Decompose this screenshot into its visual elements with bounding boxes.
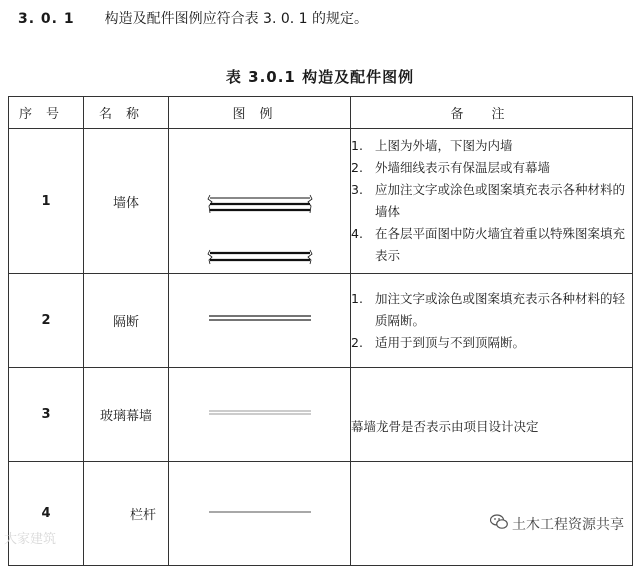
table-row (9, 274, 633, 368)
row-notes (351, 129, 633, 274)
source-name: 土木工程资源共享 (512, 517, 624, 533)
partition-symbol-graphic (169, 299, 351, 339)
row-seq: 3 (9, 368, 84, 462)
watermark: 大家建筑 (4, 532, 57, 547)
note-item: 2. 适用于到顶与不到顶隔断。 (351, 334, 526, 350)
row-seq: 2 (9, 274, 84, 368)
wechat-icon (490, 514, 508, 534)
row-name: 墙体 (84, 129, 169, 274)
row-name: 隔断 (84, 274, 169, 368)
table-row (9, 129, 633, 274)
partition-symbol (169, 274, 351, 368)
header-name: 名称 (84, 97, 169, 129)
legend-table (8, 96, 633, 566)
note-item: 2. 外墙细线表示有保温层或有幕墙 (351, 160, 551, 175)
source-mark (490, 514, 624, 534)
railing-symbol-graphic (169, 492, 351, 532)
note-text: 幕墙龙骨是否表示由项目设计决定 (351, 418, 539, 434)
note-item: 3. 应加注文字或涂色或图案填充表示各种材料的墙体 (351, 182, 626, 219)
table-caption: 表 3.0.1 构造及配件图例 (225, 68, 415, 86)
note-item: 4. 在各层平面图中防火墙宜着重以特殊图案填充表示 (351, 226, 626, 263)
header-notes: 备注 (351, 97, 633, 129)
note-item: 1. 上图为外墙，下图为内墙 (351, 138, 513, 153)
row-name: 栏杆 (84, 462, 169, 566)
row-notes (351, 368, 633, 462)
wall-symbol (169, 129, 351, 274)
wall-symbol-graphic (169, 129, 351, 269)
header-figure: 图例 (169, 97, 351, 129)
row-name: 玻璃幕墙 (84, 368, 169, 462)
railing-symbol (169, 462, 351, 566)
row-notes (351, 274, 633, 368)
clause-text: 构造及配件图例应符合表 3. 0. 1 的规定。 (104, 11, 369, 27)
note-item: 1. 加注文字或涂色或图案填充表示各种材料的轻质隔断。 (351, 290, 626, 328)
row-seq: 1 (9, 129, 84, 274)
glass-curtain-wall-symbol (169, 368, 351, 462)
header-seq: 序号 (9, 97, 84, 129)
clause-line (18, 8, 368, 28)
clause-number: 3. 0. 1 (18, 11, 75, 27)
table-header-row (9, 97, 633, 129)
glass-curtain-wall-graphic (169, 393, 351, 433)
row-seq: 4 (9, 462, 84, 566)
table-row (9, 368, 633, 462)
